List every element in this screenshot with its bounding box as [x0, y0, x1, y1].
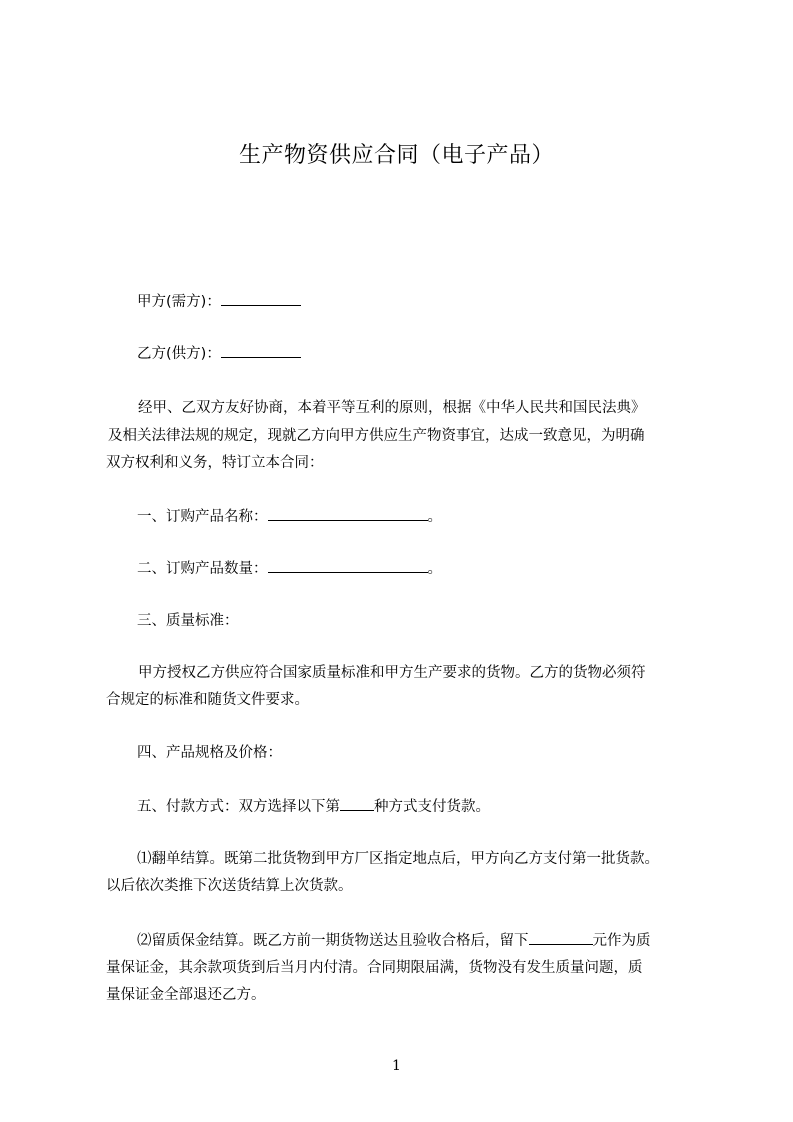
clause-5-prefix: 五、付款方式：双方选择以下第: [137, 799, 340, 815]
preamble-line-1: 经甲、乙双方友好协商，本着平等互利的原则，根据《中华人民共和国民法典》: [138, 400, 646, 416]
clause-5-blank: [340, 796, 374, 811]
option-2-line-2: 量保证金，其余款项货到后当月内付清。合同期限届满，货物没有发生质量问题，质: [106, 960, 643, 976]
party-b-label: 乙方(供方)：: [137, 346, 221, 362]
clause-5-suffix: 种方式支付货款。: [374, 799, 490, 815]
option-2-prefix: ⑵留质保金结算。既乙方前一期货物送达且验收合格后，留下: [137, 933, 529, 949]
clause-1-label: 一、订购产品名称：: [137, 509, 268, 525]
clause-1-line: [137, 506, 442, 527]
option-1-line-1: ⑴翻单结算。既第二批货物到甲方厂区指定地点后，甲方向乙方支付第一批货款。: [137, 851, 659, 867]
clause-4-heading: 四、产品规格及价格：: [137, 745, 282, 761]
option-2-line-1: [137, 930, 651, 951]
contract-title: 生产物资供应合同（电子产品）: [238, 143, 554, 168]
clause-2-blank: [268, 558, 428, 573]
party-b-line: [137, 343, 301, 364]
option-2-suffix: 元作为质: [592, 933, 651, 949]
option-2-blank: [529, 930, 593, 945]
clause-3-body-line-1: 甲方授权乙方供应符合国家质量标准和甲方生产要求的货物。乙方的货物必须符: [138, 665, 646, 681]
clause-2-label: 二、订购产品数量：: [137, 561, 268, 577]
option-1-line-2: 以后依次类推下次送货结算上次货款。: [106, 878, 353, 894]
clause-1-end: 。: [427, 509, 442, 525]
preamble-line-2: 及相关法律法规的规定，现就乙方向甲方供应生产物资事宜，达成一致意见，为明确: [108, 428, 645, 444]
clause-1-blank: [268, 506, 428, 521]
page-number: 1: [392, 1058, 401, 1074]
clause-3-body-line-2: 合规定的标准和随货文件要求。: [106, 692, 309, 708]
clause-5-line: [137, 796, 490, 817]
party-b-blank: [221, 343, 301, 358]
option-2-line-3: 量保证金全部退还乙方。: [106, 987, 266, 1003]
clause-2-line: [137, 558, 442, 579]
clause-2-end: 。: [427, 561, 442, 577]
clause-3-heading: 三、质量标准：: [137, 613, 239, 629]
party-a-line: [137, 291, 301, 312]
party-a-blank: [221, 291, 301, 306]
preamble-line-3: 双方权利和义务，特订立本合同：: [106, 455, 324, 471]
party-a-label: 甲方(需方)：: [137, 294, 221, 310]
